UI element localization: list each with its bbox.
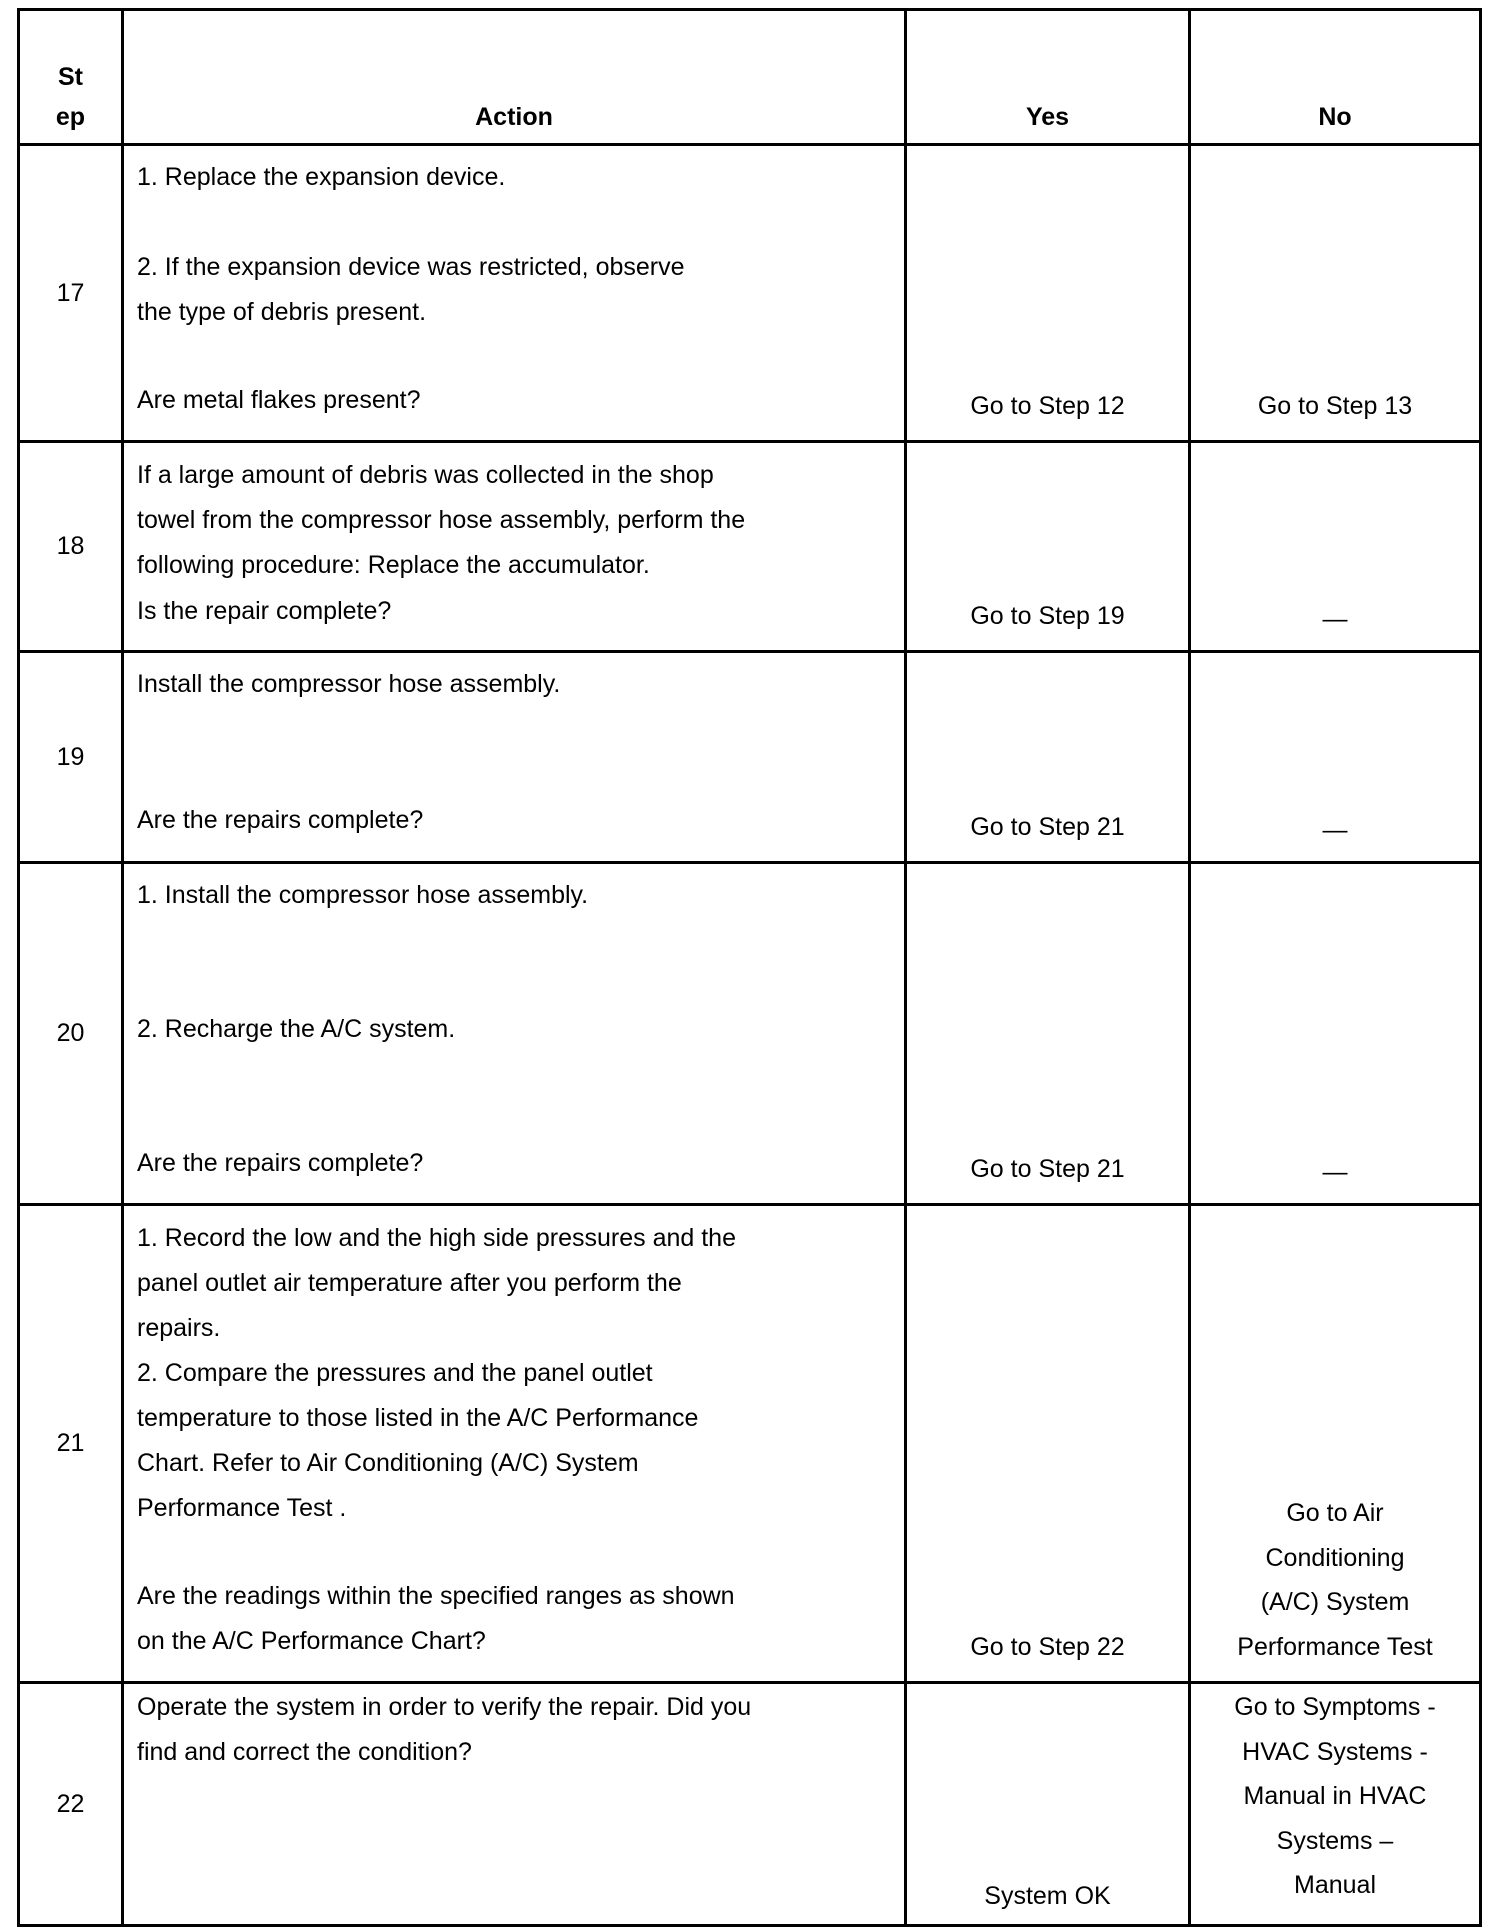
no-result: Go to Step 13 (1257, 392, 1413, 420)
action-question: on the A/C Performance Chart? (137, 1627, 486, 1655)
diagnostic-table (17, 8, 1482, 1927)
action-cell (123, 863, 906, 1205)
action-line: temperature to those listed in the A/C Performance (137, 1404, 699, 1432)
step-number: 20 (19, 863, 123, 1205)
header-action: Action (123, 10, 906, 145)
action-line: Operate the system in order to verify the repair. Did you (137, 1693, 752, 1721)
action-question: Is the repair complete? (137, 597, 392, 625)
header-no: No (1190, 10, 1481, 145)
table-row (19, 652, 1481, 863)
action-line: If a large amount of debris was collected in the shop (137, 461, 714, 489)
action-line: following procedure: Replace the accumulator. (137, 551, 650, 579)
yes-result: Go to Step 22 (970, 1633, 1125, 1661)
yes-result: Go to Step 21 (970, 1155, 1125, 1183)
step-number: 22 (19, 1683, 123, 1926)
yes-result: Go to Step 12 (970, 392, 1125, 420)
action-question: Are metal flakes present? (137, 386, 421, 414)
action-line: 1. Record the low and the high side pressures and the (137, 1224, 736, 1252)
no-cell (1190, 145, 1481, 442)
action-question: Are the repairs complete? (137, 806, 424, 834)
action-line: find and correct the condition? (137, 1738, 472, 1766)
step-number: 18 (19, 442, 123, 652)
no-cell (1190, 1683, 1481, 1926)
no-cell (1190, 1205, 1481, 1683)
no-result: Go to Symptoms - HVAC Systems - Manual in HVAC Systems – Manual (1234, 1693, 1436, 1899)
action-line: panel outlet air temperature after you perform the (137, 1269, 682, 1297)
action-cell (123, 1683, 906, 1926)
table-row (19, 1683, 1481, 1926)
table-row (19, 1205, 1481, 1683)
action-question: Are the repairs complete? (137, 1149, 424, 1177)
yes-cell (906, 145, 1190, 442)
action-line: Install the compressor hose assembly. (137, 670, 561, 698)
no-result: Go to Air Conditioning (A/C) System Performance Test (1237, 1499, 1433, 1661)
yes-cell (906, 652, 1190, 863)
diagnostic-table-page (17, 8, 1479, 1927)
action-line: 2. Recharge the A/C system. (137, 1015, 456, 1043)
step-number: 19 (19, 652, 123, 863)
action-line: Performance Test . (137, 1494, 347, 1522)
action-line: 1. Install the compressor hose assembly. (137, 881, 589, 909)
no-result-dash: — (1322, 1158, 1348, 1186)
yes-result: Go to Step 19 (970, 602, 1125, 630)
yes-result: Go to Step 21 (970, 813, 1125, 841)
action-line: 1. Replace the expansion device. (137, 163, 506, 191)
action-cell (123, 145, 906, 442)
yes-cell (906, 1683, 1190, 1926)
yes-cell (906, 1205, 1190, 1683)
action-line: 2. If the expansion device was restricted, observe (137, 253, 685, 281)
yes-result: System OK (984, 1882, 1111, 1910)
action-question: Are the readings within the specified ranges as shown (137, 1582, 735, 1610)
table-row (19, 442, 1481, 652)
no-cell (1190, 863, 1481, 1205)
step-number: 17 (19, 145, 123, 442)
action-line: 2. Compare the pressures and the panel outlet (137, 1359, 653, 1387)
action-cell (123, 652, 906, 863)
no-cell (1190, 652, 1481, 863)
no-cell (1190, 442, 1481, 652)
action-line: towel from the compressor hose assembly, perform the (137, 506, 746, 534)
table-row (19, 863, 1481, 1205)
no-result-dash: — (1322, 816, 1348, 844)
table-header-row (19, 10, 1481, 145)
yes-cell (906, 442, 1190, 652)
action-line: Chart. Refer to Air Conditioning (A/C) System (137, 1449, 639, 1477)
no-result-dash: — (1322, 605, 1348, 633)
table-row (19, 145, 1481, 442)
action-line: repairs. (137, 1314, 221, 1342)
step-number: 21 (19, 1205, 123, 1683)
action-cell (123, 1205, 906, 1683)
yes-cell (906, 863, 1190, 1205)
action-cell (123, 442, 906, 652)
action-line: the type of debris present. (137, 298, 427, 326)
header-step: St ep (19, 10, 123, 145)
header-yes: Yes (906, 10, 1190, 145)
